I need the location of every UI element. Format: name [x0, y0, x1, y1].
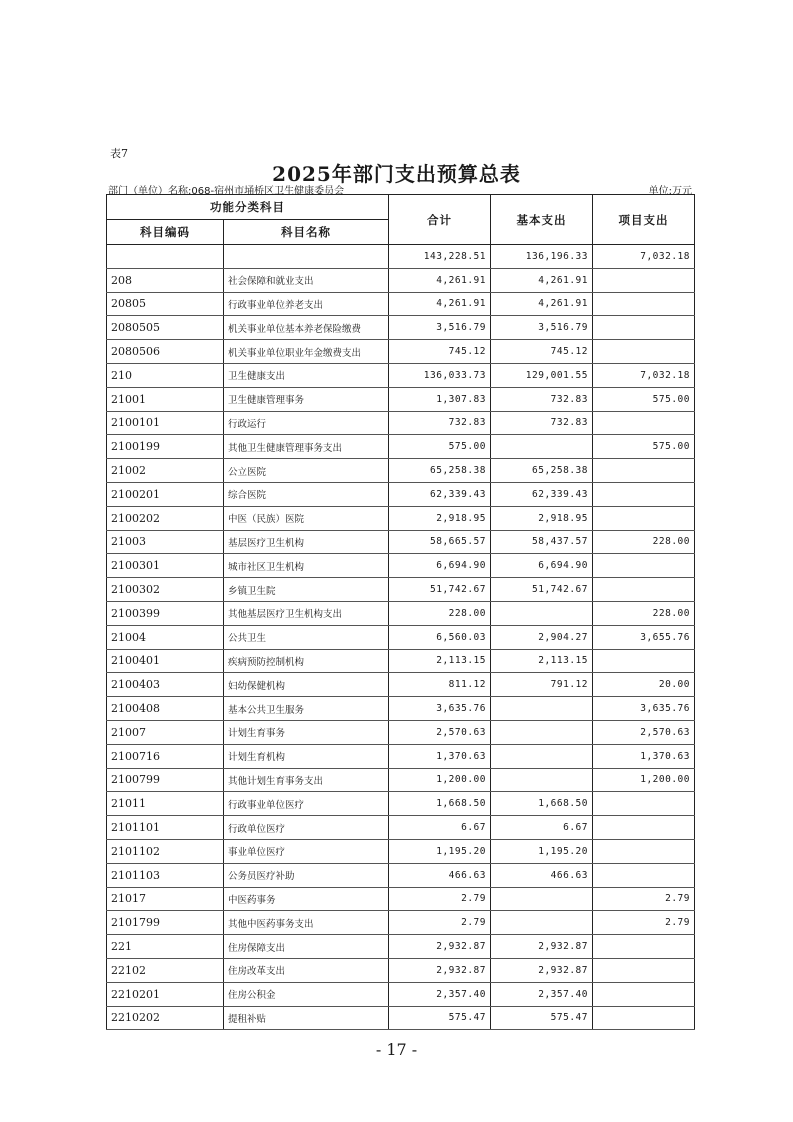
cell-total: 575.00 — [389, 435, 491, 459]
cell-name: 城市社区卫生机构 — [224, 554, 389, 578]
table-row — [107, 887, 695, 911]
page-number: - 17 - — [375, 1040, 418, 1059]
cell-project: 1,370.63 — [593, 744, 695, 768]
table-row — [107, 697, 695, 721]
header-name: 科目名称 — [224, 220, 389, 245]
cell-code: 21002 — [107, 459, 224, 483]
cell-basic: 1,668.50 — [491, 792, 593, 816]
cell-project — [593, 863, 695, 887]
cell-basic — [491, 768, 593, 792]
cell-project: 2.79 — [593, 887, 695, 911]
cell-code: 2100101 — [107, 411, 224, 435]
cell-name: 住房改革支出 — [224, 958, 389, 982]
cell-name: 其他计划生育事务支出 — [224, 768, 389, 792]
cell-total: 1,195.20 — [389, 839, 491, 863]
cell-name: 住房公积金 — [224, 982, 389, 1006]
table-row — [107, 506, 695, 530]
cell-code: 2080506 — [107, 340, 224, 364]
cell-code — [107, 245, 224, 269]
cell-code: 2100301 — [107, 554, 224, 578]
header-code: 科目编码 — [107, 220, 224, 245]
cell-basic: 6,694.90 — [491, 554, 593, 578]
table-row — [107, 625, 695, 649]
cell-basic: 4,261.91 — [491, 268, 593, 292]
cell-code: 21004 — [107, 625, 224, 649]
cell-total: 1,668.50 — [389, 792, 491, 816]
cell-total: 2,357.40 — [389, 982, 491, 1006]
cell-basic — [491, 911, 593, 935]
budget-table-body — [107, 245, 695, 1030]
cell-name: 提租补贴 — [224, 1006, 389, 1030]
table-row — [107, 863, 695, 887]
cell-code: 21011 — [107, 792, 224, 816]
cell-project: 575.00 — [593, 387, 695, 411]
table-row — [107, 911, 695, 935]
cell-project — [593, 958, 695, 982]
table-row — [107, 768, 695, 792]
table-row — [107, 816, 695, 840]
cell-total: 6,560.03 — [389, 625, 491, 649]
cell-project: 3,655.76 — [593, 625, 695, 649]
cell-project — [593, 340, 695, 364]
cell-total: 466.63 — [389, 863, 491, 887]
cell-basic: 136,196.33 — [491, 245, 593, 269]
table-row — [107, 649, 695, 673]
table-label: 表7 — [110, 147, 128, 160]
cell-project — [593, 982, 695, 1006]
cell-name: 计划生育事务 — [224, 720, 389, 744]
cell-name: 机关事业单位基本养老保险缴费 — [224, 316, 389, 340]
cell-total: 4,261.91 — [389, 268, 491, 292]
table-row — [107, 792, 695, 816]
cell-total: 2.79 — [389, 887, 491, 911]
cell-name: 其他卫生健康管理事务支出 — [224, 435, 389, 459]
cell-total: 811.12 — [389, 673, 491, 697]
cell-name: 其他基层医疗卫生机构支出 — [224, 601, 389, 625]
cell-basic: 2,904.27 — [491, 625, 593, 649]
cell-basic: 466.63 — [491, 863, 593, 887]
cell-total: 1,370.63 — [389, 744, 491, 768]
cell-project — [593, 316, 695, 340]
cell-project — [593, 292, 695, 316]
cell-code: 208 — [107, 268, 224, 292]
cell-total: 1,307.83 — [389, 387, 491, 411]
cell-project: 2.79 — [593, 911, 695, 935]
cell-total: 2,918.95 — [389, 506, 491, 530]
table-row — [107, 601, 695, 625]
department-name: 部门（单位）名称:068-宿州市埇桥区卫生健康委员会 — [108, 186, 345, 197]
cell-code: 2101102 — [107, 839, 224, 863]
cell-name: 事业单位医疗 — [224, 839, 389, 863]
cell-code: 2101103 — [107, 863, 224, 887]
cell-name: 计划生育机构 — [224, 744, 389, 768]
cell-total: 51,742.67 — [389, 578, 491, 602]
cell-name: 基层医疗卫生机构 — [224, 530, 389, 554]
cell-name: 乡镇卫生院 — [224, 578, 389, 602]
cell-total: 2,932.87 — [389, 958, 491, 982]
cell-total: 2.79 — [389, 911, 491, 935]
cell-code: 21003 — [107, 530, 224, 554]
cell-name: 行政运行 — [224, 411, 389, 435]
cell-basic: 2,932.87 — [491, 935, 593, 959]
cell-total: 1,200.00 — [389, 768, 491, 792]
cell-total: 2,113.15 — [389, 649, 491, 673]
cell-project — [593, 459, 695, 483]
cell-name: 基本公共卫生服务 — [224, 697, 389, 721]
table-row — [107, 673, 695, 697]
header-function-classification: 功能分类科目 — [107, 195, 389, 220]
table-row — [107, 958, 695, 982]
cell-basic: 62,339.43 — [491, 482, 593, 506]
cell-name: 住房保障支出 — [224, 935, 389, 959]
cell-code: 2210201 — [107, 982, 224, 1006]
cell-project — [593, 411, 695, 435]
cell-code: 2100401 — [107, 649, 224, 673]
cell-project — [593, 649, 695, 673]
cell-basic — [491, 435, 593, 459]
cell-total: 65,258.38 — [389, 459, 491, 483]
table-row — [107, 245, 695, 269]
cell-total: 745.12 — [389, 340, 491, 364]
cell-basic: 745.12 — [491, 340, 593, 364]
cell-project — [593, 1006, 695, 1030]
cell-basic: 129,001.55 — [491, 363, 593, 387]
table-row — [107, 935, 695, 959]
cell-code: 21001 — [107, 387, 224, 411]
cell-basic — [491, 601, 593, 625]
cell-name: 其他中医药事务支出 — [224, 911, 389, 935]
cell-project — [593, 816, 695, 840]
cell-project — [593, 839, 695, 863]
table-row — [107, 1006, 695, 1030]
cell-project: 2,570.63 — [593, 720, 695, 744]
table-row — [107, 839, 695, 863]
cell-name: 中医（民族）医院 — [224, 506, 389, 530]
header-total: 合计 — [389, 195, 491, 245]
cell-name: 行政单位医疗 — [224, 816, 389, 840]
table-row — [107, 340, 695, 364]
cell-name: 机关事业单位职业年金缴费支出 — [224, 340, 389, 364]
table-row — [107, 554, 695, 578]
cell-basic: 1,195.20 — [491, 839, 593, 863]
cell-name: 综合医院 — [224, 482, 389, 506]
cell-project: 1,200.00 — [593, 768, 695, 792]
cell-project — [593, 554, 695, 578]
cell-basic: 4,261.91 — [491, 292, 593, 316]
cell-project — [593, 792, 695, 816]
budget-table — [106, 194, 695, 1030]
cell-basic — [491, 720, 593, 744]
page-title: 2025年部门支出预算总表 — [272, 162, 521, 186]
cell-basic: 6.67 — [491, 816, 593, 840]
cell-name: 疾病预防控制机构 — [224, 649, 389, 673]
header-basic: 基本支出 — [491, 195, 593, 245]
cell-code: 2100302 — [107, 578, 224, 602]
cell-project — [593, 935, 695, 959]
cell-project: 7,032.18 — [593, 363, 695, 387]
cell-project — [593, 268, 695, 292]
unit-label: 单位:万元 — [648, 186, 692, 197]
cell-project: 228.00 — [593, 601, 695, 625]
cell-basic: 732.83 — [491, 411, 593, 435]
cell-name: 社会保障和就业支出 — [224, 268, 389, 292]
cell-code: 21017 — [107, 887, 224, 911]
cell-total: 2,932.87 — [389, 935, 491, 959]
cell-basic: 2,932.87 — [491, 958, 593, 982]
cell-total: 3,516.79 — [389, 316, 491, 340]
cell-basic: 51,742.67 — [491, 578, 593, 602]
cell-basic: 3,516.79 — [491, 316, 593, 340]
cell-code: 221 — [107, 935, 224, 959]
cell-project: 7,032.18 — [593, 245, 695, 269]
cell-total: 575.47 — [389, 1006, 491, 1030]
table-row — [107, 720, 695, 744]
cell-code: 21007 — [107, 720, 224, 744]
cell-total: 143,228.51 — [389, 245, 491, 269]
cell-total: 136,033.73 — [389, 363, 491, 387]
cell-code: 2100716 — [107, 744, 224, 768]
table-row — [107, 578, 695, 602]
table-row — [107, 482, 695, 506]
cell-basic — [491, 887, 593, 911]
cell-code: 2100199 — [107, 435, 224, 459]
cell-basic: 575.47 — [491, 1006, 593, 1030]
cell-project — [593, 482, 695, 506]
cell-name: 公立医院 — [224, 459, 389, 483]
cell-name: 行政事业单位医疗 — [224, 792, 389, 816]
cell-basic: 791.12 — [491, 673, 593, 697]
cell-total: 2,570.63 — [389, 720, 491, 744]
cell-name: 中医药事务 — [224, 887, 389, 911]
cell-basic — [491, 697, 593, 721]
cell-code: 210 — [107, 363, 224, 387]
cell-name: 行政事业单位养老支出 — [224, 292, 389, 316]
cell-name: 卫生健康支出 — [224, 363, 389, 387]
cell-total: 6.67 — [389, 816, 491, 840]
table-row — [107, 268, 695, 292]
cell-code: 2100799 — [107, 768, 224, 792]
cell-code: 2080505 — [107, 316, 224, 340]
cell-basic: 58,437.57 — [491, 530, 593, 554]
cell-total: 4,261.91 — [389, 292, 491, 316]
cell-code: 2100399 — [107, 601, 224, 625]
cell-project: 228.00 — [593, 530, 695, 554]
cell-basic — [491, 744, 593, 768]
cell-basic: 2,918.95 — [491, 506, 593, 530]
cell-code: 2100408 — [107, 697, 224, 721]
cell-name — [224, 245, 389, 269]
cell-code: 2101101 — [107, 816, 224, 840]
header-project: 项目支出 — [593, 195, 695, 245]
cell-basic: 2,113.15 — [491, 649, 593, 673]
cell-project — [593, 578, 695, 602]
cell-code: 2100201 — [107, 482, 224, 506]
table-row — [107, 411, 695, 435]
cell-project: 20.00 — [593, 673, 695, 697]
cell-basic: 732.83 — [491, 387, 593, 411]
cell-total: 6,694.90 — [389, 554, 491, 578]
table-row — [107, 530, 695, 554]
cell-total: 62,339.43 — [389, 482, 491, 506]
cell-project: 3,635.76 — [593, 697, 695, 721]
table-row — [107, 387, 695, 411]
cell-total: 58,665.57 — [389, 530, 491, 554]
table-row — [107, 316, 695, 340]
cell-name: 卫生健康管理事务 — [224, 387, 389, 411]
cell-name: 妇幼保健机构 — [224, 673, 389, 697]
table-row — [107, 292, 695, 316]
cell-total: 3,635.76 — [389, 697, 491, 721]
cell-name: 公共卫生 — [224, 625, 389, 649]
cell-code: 2101799 — [107, 911, 224, 935]
cell-total: 732.83 — [389, 411, 491, 435]
cell-code: 2100202 — [107, 506, 224, 530]
table-row — [107, 459, 695, 483]
table-row — [107, 435, 695, 459]
cell-code: 22102 — [107, 958, 224, 982]
cell-code: 20805 — [107, 292, 224, 316]
table-row — [107, 363, 695, 387]
cell-basic: 65,258.38 — [491, 459, 593, 483]
cell-project: 575.00 — [593, 435, 695, 459]
table-row — [107, 982, 695, 1006]
cell-code: 2210202 — [107, 1006, 224, 1030]
cell-project — [593, 506, 695, 530]
cell-code: 2100403 — [107, 673, 224, 697]
cell-total: 228.00 — [389, 601, 491, 625]
table-row — [107, 744, 695, 768]
cell-name: 公务员医疗补助 — [224, 863, 389, 887]
cell-basic: 2,357.40 — [491, 982, 593, 1006]
